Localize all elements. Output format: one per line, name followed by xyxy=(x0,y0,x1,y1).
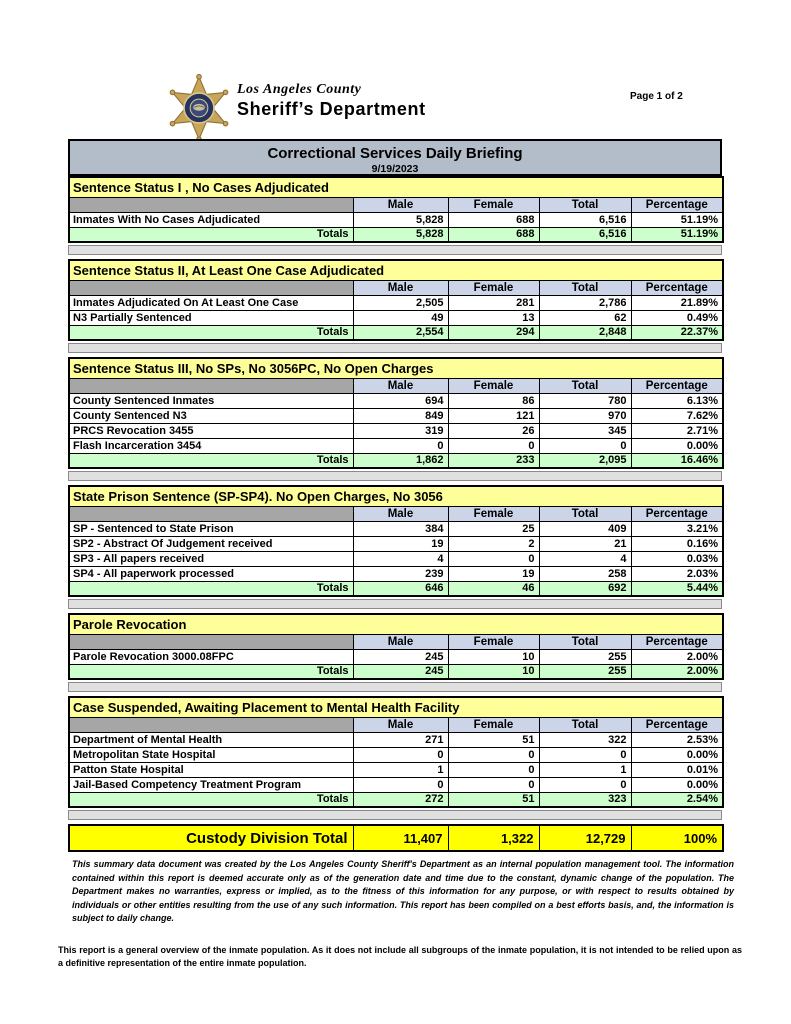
table-row xyxy=(69,536,723,551)
row-male-value: 2,505 xyxy=(353,295,448,310)
totals-female-value: 294 xyxy=(448,325,539,340)
row-percentage-value: 51.19% xyxy=(631,212,723,227)
table-row xyxy=(69,762,723,777)
row-female-value: 25 xyxy=(448,521,539,536)
column-header-male: Male xyxy=(353,717,448,732)
corner-cell xyxy=(69,280,353,295)
column-header-female: Female xyxy=(448,634,539,649)
table-row xyxy=(69,295,723,310)
custody-total-percentage: 100% xyxy=(631,825,723,851)
table-row xyxy=(69,732,723,747)
column-header-total: Total xyxy=(539,197,631,212)
page-number: Page 1 of 2 xyxy=(630,91,683,102)
report-title: Correctional Services Daily Briefing xyxy=(267,145,523,162)
row-female-value: 13 xyxy=(448,310,539,325)
row-total-value: 409 xyxy=(539,521,631,536)
section-table xyxy=(68,176,724,243)
row-label: Inmates Adjudicated On At Least One Case xyxy=(69,295,353,310)
section-header-row xyxy=(69,697,723,717)
column-header-male: Male xyxy=(353,378,448,393)
row-total-value: 970 xyxy=(539,408,631,423)
totals-percentage-value: 5.44% xyxy=(631,581,723,596)
totals-label: Totals xyxy=(69,453,353,468)
row-total-value: 6,516 xyxy=(539,212,631,227)
section-title: Case Suspended, Awaiting Placement to Mental Health Facility xyxy=(69,697,723,717)
row-total-value: 258 xyxy=(539,566,631,581)
row-label: N3 Partially Sentenced xyxy=(69,310,353,325)
row-male-value: 4 xyxy=(353,551,448,566)
column-header-total: Total xyxy=(539,634,631,649)
totals-total-value: 6,516 xyxy=(539,227,631,242)
corner-cell xyxy=(69,717,353,732)
totals-male-value: 5,828 xyxy=(353,227,448,242)
section-title: Parole Revocation xyxy=(69,614,723,634)
row-male-value: 694 xyxy=(353,393,448,408)
section-table xyxy=(68,357,724,469)
totals-male-value: 1,862 xyxy=(353,453,448,468)
totals-row xyxy=(69,325,723,340)
row-percentage-value: 3.21% xyxy=(631,521,723,536)
row-percentage-value: 7.62% xyxy=(631,408,723,423)
row-percentage-value: 0.03% xyxy=(631,551,723,566)
table-row xyxy=(69,551,723,566)
totals-male-value: 272 xyxy=(353,792,448,807)
row-percentage-value: 0.00% xyxy=(631,777,723,792)
corner-cell xyxy=(69,506,353,521)
row-label: Jail-Based Competency Treatment Program xyxy=(69,777,353,792)
row-female-value: 86 xyxy=(448,393,539,408)
corner-cell xyxy=(69,634,353,649)
table-row xyxy=(69,393,723,408)
column-header-percentage: Percentage xyxy=(631,280,723,295)
row-percentage-value: 0.00% xyxy=(631,438,723,453)
row-total-value: 0 xyxy=(539,777,631,792)
overview-footnote: This report is a general overview of the inmate population. As it does not include all subgroups of the inmate population, it is not intended to be relied upon as a definitive representation of the entire inmate population. xyxy=(58,945,742,968)
row-total-value: 62 xyxy=(539,310,631,325)
row-total-value: 322 xyxy=(539,732,631,747)
logo-department-text: Sheriff’s Department xyxy=(237,99,426,119)
row-label: SP2 - Abstract Of Judgement received xyxy=(69,536,353,551)
corner-cell xyxy=(69,378,353,393)
row-percentage-value: 0.49% xyxy=(631,310,723,325)
row-female-value: 0 xyxy=(448,551,539,566)
column-header-female: Female xyxy=(448,280,539,295)
column-header-male: Male xyxy=(353,197,448,212)
totals-row xyxy=(69,453,723,468)
table-row xyxy=(69,438,723,453)
totals-row xyxy=(69,792,723,807)
row-percentage-value: 0.16% xyxy=(631,536,723,551)
row-percentage-value: 0.01% xyxy=(631,762,723,777)
column-header-male: Male xyxy=(353,634,448,649)
totals-male-value: 245 xyxy=(353,664,448,679)
report-body xyxy=(68,139,722,852)
table-row xyxy=(69,566,723,581)
row-total-value: 255 xyxy=(539,649,631,664)
row-male-value: 239 xyxy=(353,566,448,581)
row-total-value: 2,786 xyxy=(539,295,631,310)
disclaimer-footnote: This summary data document was created by the Los Angeles County Sheriff's Department as an internal population management tool. The information contained within this report is deemed accurate only as of the generation date and time due to the constant, dynamic change of the population. The Department makes no warranties, express or implied, as to the fitness of this information for any purpose, or with respect to results obtained by individuals or other entities resulting from the use of any such information. This report has been compiled on a best efforts basis, and, the information is subject to daily change. xyxy=(72,859,734,923)
row-total-value: 4 xyxy=(539,551,631,566)
row-percentage-value: 0.00% xyxy=(631,747,723,762)
row-label: Inmates With No Cases Adjudicated xyxy=(69,212,353,227)
row-total-value: 21 xyxy=(539,536,631,551)
row-percentage-value: 2.00% xyxy=(631,649,723,664)
column-header-male: Male xyxy=(353,506,448,521)
row-male-value: 0 xyxy=(353,777,448,792)
row-male-value: 0 xyxy=(353,438,448,453)
totals-label: Totals xyxy=(69,227,353,242)
section-spacer xyxy=(68,682,722,692)
row-total-value: 0 xyxy=(539,747,631,762)
section-table xyxy=(68,485,724,597)
row-label: SP3 - All papers received xyxy=(69,551,353,566)
totals-label: Totals xyxy=(69,792,353,807)
row-male-value: 1 xyxy=(353,762,448,777)
column-header-row xyxy=(69,197,723,212)
row-percentage-value: 2.03% xyxy=(631,566,723,581)
section-spacer xyxy=(68,599,722,609)
totals-label: Totals xyxy=(69,581,353,596)
section-spacer xyxy=(68,471,722,481)
column-header-total: Total xyxy=(539,506,631,521)
row-label: Patton State Hospital xyxy=(69,762,353,777)
row-female-value: 0 xyxy=(448,762,539,777)
section-header-row xyxy=(69,358,723,378)
section-title: State Prison Sentence (SP-SP4). No Open Charges, No 3056 xyxy=(69,486,723,506)
custody-division-total-table xyxy=(68,824,724,852)
row-label: SP - Sentenced to State Prison xyxy=(69,521,353,536)
custody-division-total-row xyxy=(69,825,723,851)
custody-total-total: 12,729 xyxy=(539,825,631,851)
row-total-value: 345 xyxy=(539,423,631,438)
row-male-value: 849 xyxy=(353,408,448,423)
section-spacer xyxy=(68,245,722,255)
totals-row xyxy=(69,664,723,679)
column-header-percentage: Percentage xyxy=(631,717,723,732)
row-label: County Sentenced N3 xyxy=(69,408,353,423)
row-male-value: 49 xyxy=(353,310,448,325)
row-female-value: 121 xyxy=(448,408,539,423)
row-female-value: 688 xyxy=(448,212,539,227)
row-female-value: 2 xyxy=(448,536,539,551)
row-percentage-value: 2.53% xyxy=(631,732,723,747)
section-title: Sentence Status I , No Cases Adjudicated xyxy=(69,177,723,197)
table-row xyxy=(69,408,723,423)
report-title-bar xyxy=(68,139,722,176)
totals-female-value: 46 xyxy=(448,581,539,596)
row-female-value: 26 xyxy=(448,423,539,438)
section-table xyxy=(68,613,724,680)
row-percentage-value: 6.13% xyxy=(631,393,723,408)
row-male-value: 319 xyxy=(353,423,448,438)
column-header-percentage: Percentage xyxy=(631,634,723,649)
row-total-value: 0 xyxy=(539,438,631,453)
column-header-percentage: Percentage xyxy=(631,378,723,393)
row-percentage-value: 2.71% xyxy=(631,423,723,438)
row-label: Parole Revocation 3000.08FPC xyxy=(69,649,353,664)
column-header-female: Female xyxy=(448,717,539,732)
column-header-female: Female xyxy=(448,378,539,393)
row-label: Flash Incarceration 3454 xyxy=(69,438,353,453)
totals-percentage-value: 51.19% xyxy=(631,227,723,242)
column-header-total: Total xyxy=(539,717,631,732)
column-header-percentage: Percentage xyxy=(631,506,723,521)
row-female-value: 0 xyxy=(448,438,539,453)
totals-female-value: 10 xyxy=(448,664,539,679)
column-header-female: Female xyxy=(448,197,539,212)
column-header-row xyxy=(69,378,723,393)
report-date: 9/19/2023 xyxy=(371,163,419,175)
row-label: County Sentenced Inmates xyxy=(69,393,353,408)
section-header-row xyxy=(69,614,723,634)
totals-percentage-value: 16.46% xyxy=(631,453,723,468)
row-male-value: 384 xyxy=(353,521,448,536)
column-header-row xyxy=(69,634,723,649)
column-header-row xyxy=(69,280,723,295)
totals-row xyxy=(69,581,723,596)
section-table xyxy=(68,696,724,808)
totals-male-value: 646 xyxy=(353,581,448,596)
row-female-value: 281 xyxy=(448,295,539,310)
totals-female-value: 51 xyxy=(448,792,539,807)
table-row xyxy=(69,423,723,438)
section-header-row xyxy=(69,486,723,506)
custody-total-female: 1,322 xyxy=(448,825,539,851)
section-spacer xyxy=(68,810,722,820)
totals-label: Totals xyxy=(69,325,353,340)
section-header-row xyxy=(69,260,723,280)
column-header-male: Male xyxy=(353,280,448,295)
totals-female-value: 233 xyxy=(448,453,539,468)
table-row xyxy=(69,649,723,664)
totals-female-value: 688 xyxy=(448,227,539,242)
sections-container xyxy=(68,176,722,808)
sheriff-star-badge-icon xyxy=(165,74,233,142)
row-total-value: 1 xyxy=(539,762,631,777)
section-header-row xyxy=(69,177,723,197)
row-male-value: 5,828 xyxy=(353,212,448,227)
row-female-value: 19 xyxy=(448,566,539,581)
row-total-value: 780 xyxy=(539,393,631,408)
column-header-female: Female xyxy=(448,506,539,521)
column-header-row xyxy=(69,506,723,521)
row-female-value: 0 xyxy=(448,777,539,792)
row-male-value: 271 xyxy=(353,732,448,747)
row-female-value: 10 xyxy=(448,649,539,664)
totals-total-value: 2,095 xyxy=(539,453,631,468)
totals-male-value: 2,554 xyxy=(353,325,448,340)
column-header-total: Total xyxy=(539,280,631,295)
corner-cell xyxy=(69,197,353,212)
totals-label: Totals xyxy=(69,664,353,679)
row-percentage-value: 21.89% xyxy=(631,295,723,310)
totals-percentage-value: 22.37% xyxy=(631,325,723,340)
row-label: Metropolitan State Hospital xyxy=(69,747,353,762)
section-spacer xyxy=(68,343,722,353)
column-header-total: Total xyxy=(539,378,631,393)
custody-total-label: Custody Division Total xyxy=(69,825,353,851)
column-header-row xyxy=(69,717,723,732)
section-table xyxy=(68,259,724,341)
totals-total-value: 692 xyxy=(539,581,631,596)
custody-total-male: 11,407 xyxy=(353,825,448,851)
section-title: Sentence Status III, No SPs, No 3056PC, No Open Charges xyxy=(69,358,723,378)
totals-row xyxy=(69,227,723,242)
table-row xyxy=(69,212,723,227)
row-male-value: 0 xyxy=(353,747,448,762)
row-female-value: 51 xyxy=(448,732,539,747)
table-row xyxy=(69,521,723,536)
totals-percentage-value: 2.00% xyxy=(631,664,723,679)
table-row xyxy=(69,747,723,762)
totals-total-value: 323 xyxy=(539,792,631,807)
row-label: SP4 - All paperwork processed xyxy=(69,566,353,581)
row-male-value: 19 xyxy=(353,536,448,551)
totals-percentage-value: 2.54% xyxy=(631,792,723,807)
totals-total-value: 255 xyxy=(539,664,631,679)
section-title: Sentence Status II, At Least One Case Adjudicated xyxy=(69,260,723,280)
column-header-percentage: Percentage xyxy=(631,197,723,212)
logo-county-text: Los Angeles County xyxy=(237,82,362,97)
row-label: Department of Mental Health xyxy=(69,732,353,747)
row-label: PRCS Revocation 3455 xyxy=(69,423,353,438)
table-row xyxy=(69,310,723,325)
row-male-value: 245 xyxy=(353,649,448,664)
totals-total-value: 2,848 xyxy=(539,325,631,340)
row-female-value: 0 xyxy=(448,747,539,762)
table-row xyxy=(69,777,723,792)
